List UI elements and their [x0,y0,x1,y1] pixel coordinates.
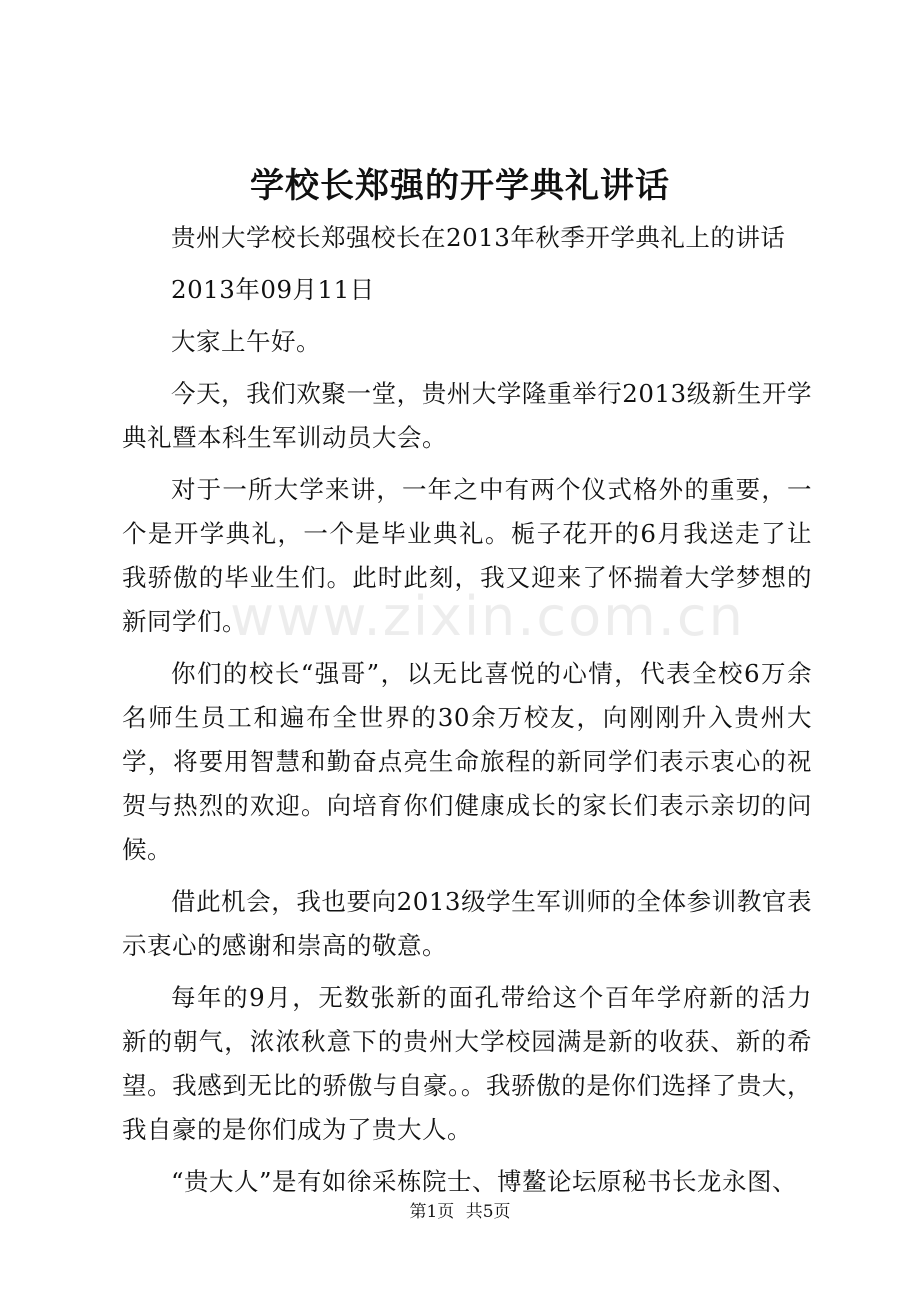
paragraph: 今天，我们欢聚一堂，贵州大学隆重举行2013级新生开学典礼暨本科生军训动员大会。 [122,379,812,452]
watermark: www.zixin.com.cn [230,585,745,648]
paragraph-date: 2013年09月11日 [171,275,375,304]
document-body [122,216,812,1212]
paragraph: 你们的校长“强哥”，以无比喜悦的心情，代表全校6万余名师生员工和遍布全世界的30余万校友，向刚刚升入贵州大学，将要用智慧和勤奋点亮生命旅程的新同学们表示衷心的祝贺与热烈的欢迎。向培育你们健康成长的家长们表示亲切的问候。 [122,659,812,864]
page-total: 共5页 [465,1202,511,1222]
paragraph: 对于一所大学来讲，一年之中有两个仪式格外的重要，一个是开学典礼，一个是毕业典礼。栀子花开的6月我送走了让我骄傲的毕业生们。此时此刻，我又迎来了怀揣着大学梦想的新同学们。 [122,475,812,636]
document-title: 学校长郑强的开学典礼讲话 [250,166,670,206]
paragraph: 每年的9月，无数张新的面孔带给这个百年学府新的活力新的朝气，浓浓秋意下的贵州大学校园满是新的收获、新的希望。我感到无比的骄傲与自豪。。我骄傲的是你们选择了贵大，我自豪的是你们成为了贵大人。 [122,983,812,1144]
paragraph-subtitle: 贵州大学校长郑强校长在2013年秋季开学典礼上的讲话 [171,223,786,252]
paragraph: “贵大人”是有如徐采栋院士、博鳌论坛原秘书长龙永图、 [171,1167,798,1196]
page-footer [0,1200,920,1224]
paragraph: 借此机会，我也要向2013级学生军训师的全体参训教官表示衷心的感谢和崇高的敬意。 [122,887,812,960]
page-number: 第1页 [409,1202,455,1222]
paragraph-greeting: 大家上午好。 [171,327,321,356]
